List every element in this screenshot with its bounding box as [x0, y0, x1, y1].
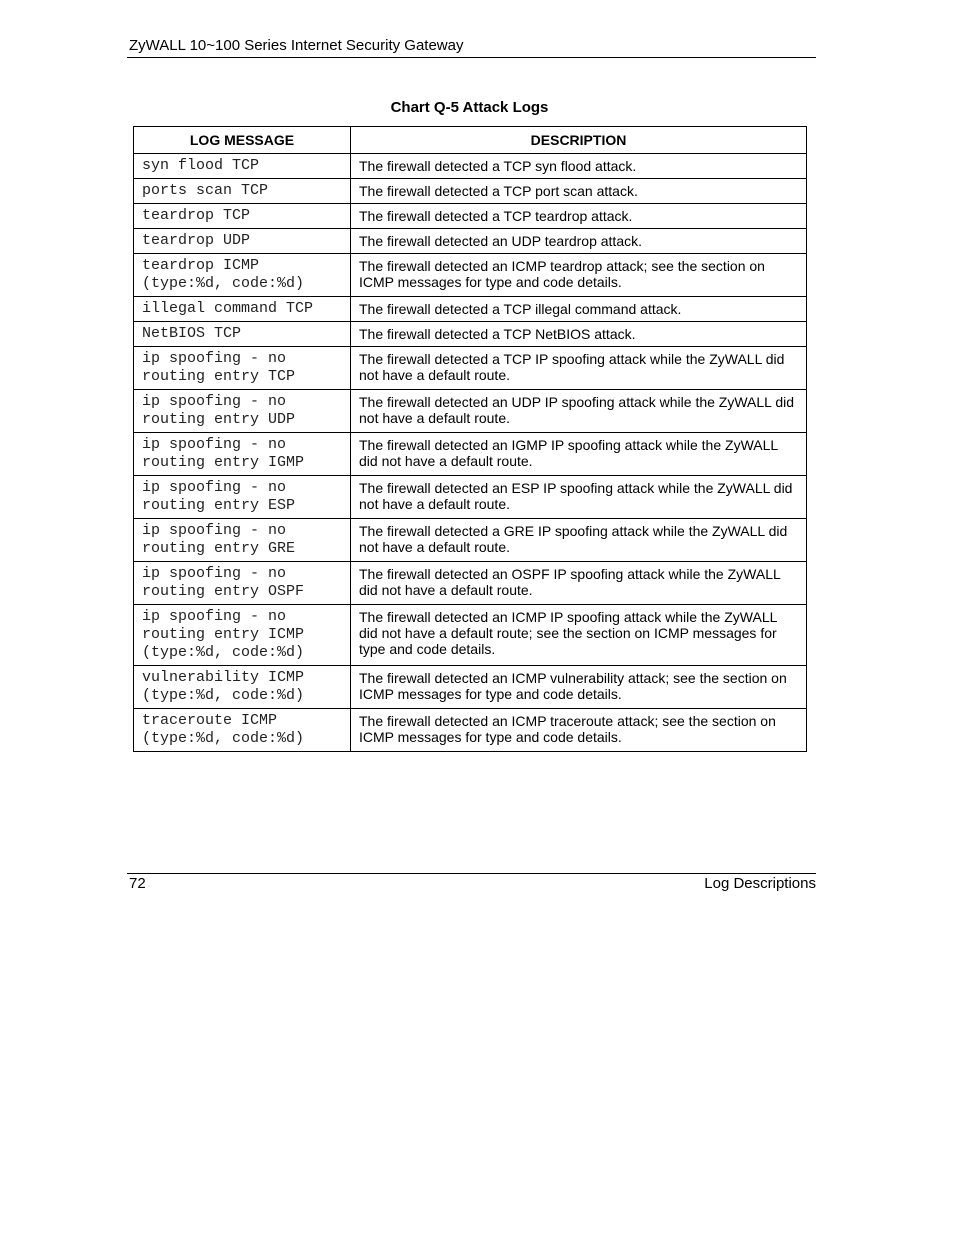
- chart-caption: Chart Q-5 Attack Logs: [390, 99, 549, 116]
- log-message-cell: teardrop TCP: [134, 204, 351, 229]
- description-cell: The firewall detected an ICMP traceroute attack; see the section on ICMP messages for type and code details.: [351, 709, 807, 752]
- table-row: [134, 605, 807, 666]
- table-row: [134, 204, 807, 229]
- log-message-cell: traceroute ICMP (type:%d, code:%d): [134, 709, 351, 752]
- table-row: [134, 154, 807, 179]
- description-cell: The firewall detected a TCP port scan attack.: [351, 179, 807, 204]
- table-row: [134, 229, 807, 254]
- log-message-cell: vulnerability ICMP (type:%d, code:%d): [134, 666, 351, 709]
- footer-section-name: Log Descriptions: [704, 875, 816, 892]
- table-row: [134, 297, 807, 322]
- header-divider: [127, 57, 816, 58]
- table-row: [134, 390, 807, 433]
- log-message-cell: teardrop ICMP (type:%d, code:%d): [134, 254, 351, 297]
- description-cell: The firewall detected an ESP IP spoofing attack while the ZyWALL did not have a default route.: [351, 476, 807, 519]
- log-message-cell: ip spoofing - no routing entry ESP: [134, 476, 351, 519]
- log-message-cell: teardrop UDP: [134, 229, 351, 254]
- log-message-cell: ip spoofing - no routing entry IGMP: [134, 433, 351, 476]
- description-cell: The firewall detected an UDP IP spoofing attack while the ZyWALL did not have a default route.: [351, 390, 807, 433]
- log-message-cell: ip spoofing - no routing entry UDP: [134, 390, 351, 433]
- description-cell: The firewall detected a TCP syn flood attack.: [351, 154, 807, 179]
- log-message-cell: illegal command TCP: [134, 297, 351, 322]
- description-cell: The firewall detected an ICMP vulnerability attack; see the section on ICMP messages for type and code details.: [351, 666, 807, 709]
- description-cell: The firewall detected a TCP teardrop attack.: [351, 204, 807, 229]
- attack-logs-table: [133, 126, 807, 752]
- column-header-description: DESCRIPTION: [351, 127, 807, 154]
- log-message-cell: ports scan TCP: [134, 179, 351, 204]
- description-cell: The firewall detected an UDP teardrop attack.: [351, 229, 807, 254]
- table-row: [134, 254, 807, 297]
- table-row: [134, 709, 807, 752]
- log-message-cell: NetBIOS TCP: [134, 322, 351, 347]
- footer-divider: [127, 873, 816, 874]
- page-number: 72: [129, 875, 146, 892]
- table-row: [134, 519, 807, 562]
- description-cell: The firewall detected a TCP IP spoofing attack while the ZyWALL did not have a default route.: [351, 347, 807, 390]
- table-row: [134, 476, 807, 519]
- running-header-title: ZyWALL 10~100 Series Internet Security Gateway: [129, 37, 464, 54]
- log-message-cell: ip spoofing - no routing entry OSPF: [134, 562, 351, 605]
- table-row: [134, 322, 807, 347]
- description-cell: The firewall detected an ICMP IP spoofing attack while the ZyWALL did not have a default route; see the section on ICMP messages for type and code details.: [351, 605, 807, 666]
- table-body: [134, 154, 807, 752]
- log-message-cell: ip spoofing - no routing entry TCP: [134, 347, 351, 390]
- log-message-cell: ip spoofing - no routing entry GRE: [134, 519, 351, 562]
- table-row: [134, 562, 807, 605]
- table-row: [134, 433, 807, 476]
- description-cell: The firewall detected an IGMP IP spoofing attack while the ZyWALL did not have a default route.: [351, 433, 807, 476]
- description-cell: The firewall detected an ICMP teardrop attack; see the section on ICMP messages for type and code details.: [351, 254, 807, 297]
- description-cell: The firewall detected a TCP illegal command attack.: [351, 297, 807, 322]
- log-message-cell: syn flood TCP: [134, 154, 351, 179]
- description-cell: The firewall detected an OSPF IP spoofing attack while the ZyWALL did not have a default route.: [351, 562, 807, 605]
- table-row: [134, 179, 807, 204]
- table-header-row: [134, 127, 807, 154]
- table-row: [134, 347, 807, 390]
- table-row: [134, 666, 807, 709]
- log-message-cell: ip spoofing - no routing entry ICMP (type:%d, code:%d): [134, 605, 351, 666]
- description-cell: The firewall detected a GRE IP spoofing attack while the ZyWALL did not have a default route.: [351, 519, 807, 562]
- column-header-log-message: LOG MESSAGE: [134, 127, 351, 154]
- description-cell: The firewall detected a TCP NetBIOS attack.: [351, 322, 807, 347]
